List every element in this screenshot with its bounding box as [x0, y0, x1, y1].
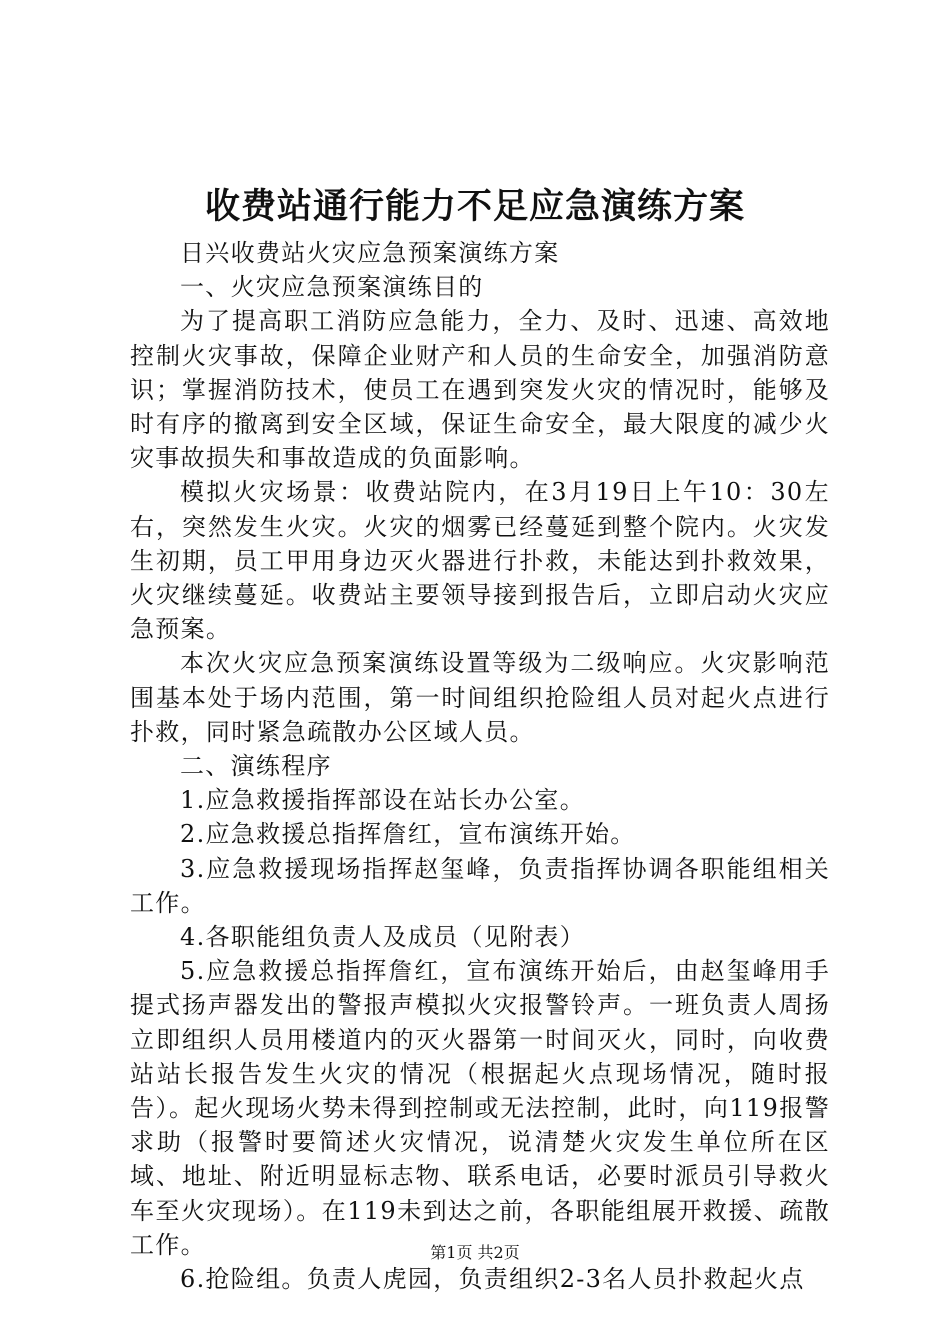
paragraph: 日兴收费站火灾应急预案演练方案	[180, 239, 560, 267]
section-heading: 一、火灾应急预案演练目的	[180, 273, 484, 302]
list-item: 6.抢险组。负责人虎园，负责组织2-3名人员扑救起火点	[180, 1265, 805, 1294]
list-item: 3.应急救援现场指挥赵玺峰，负责指挥协调各职能组相关工作。	[130, 854, 830, 917]
page-footer: 第1页 共2页	[430, 1243, 520, 1262]
list-item: 5.应急救援总指挥詹红，宣布演练开始后，由赵玺峰用手提式扬声器发出的警报声模拟火灾报警铃声。一班负责人周扬立即组织人员用楼道内的灭火器第一时间灭火，同时，向收费站站长报告发生火灾的情况（根据起火点现场情况，随时报告）。起火现场火势未得到控制或无法控制，此时，向119报警求助（报警时要简述火灾情况，说清楚火灾发生单位所在区域、地址、附近明显标志物、联系电话，必要时派员引导救火车至火灾现场）。在119未到达之前，各职能组展开救援、疏散工作。	[130, 957, 830, 1259]
list-item: 1.应急救援指挥部设在站长办公室。	[180, 786, 585, 815]
document-body	[130, 236, 830, 1296]
paragraph: 为了提高职工消防应急能力，全力、及时、迅速、高效地控制火灾事故，保障企业财产和人员的生命安全，加强消防意识；掌握消防技术，使员工在遇到突发火灾的情况时，能够及时有序的撤离到安全区域，保证生命安全，最大限度的减少火灾事故损失和事故造成的负面影响。	[130, 307, 830, 473]
list-item: 4.各职能组负责人及成员（见附表）	[180, 923, 585, 952]
paragraph: 本次火灾应急预案演练设置等级为二级响应。火灾影响范围基本处于场内范围，第一时间组织抢险组人员对起火点进行扑救，同时紧急疏散办公区域人员。	[130, 649, 830, 746]
paragraph: 模拟火灾场景：收费站院内，在3月19日上午10：30左右，突然发生火灾。火灾的烟雾已经蔓延到整个院内。火灾发生初期，员工甲用身边灭火器进行扑救，未能达到扑救效果，火灾继续蔓延。收费站主要领导接到报告后，立即启动火灾应急预案。	[130, 478, 830, 644]
list-item: 2.应急救援总指挥詹红，宣布演练开始。	[180, 820, 636, 849]
section-heading: 二、演练程序	[180, 752, 332, 781]
document-title: 收费站通行能力不足应急演练方案	[204, 186, 745, 227]
